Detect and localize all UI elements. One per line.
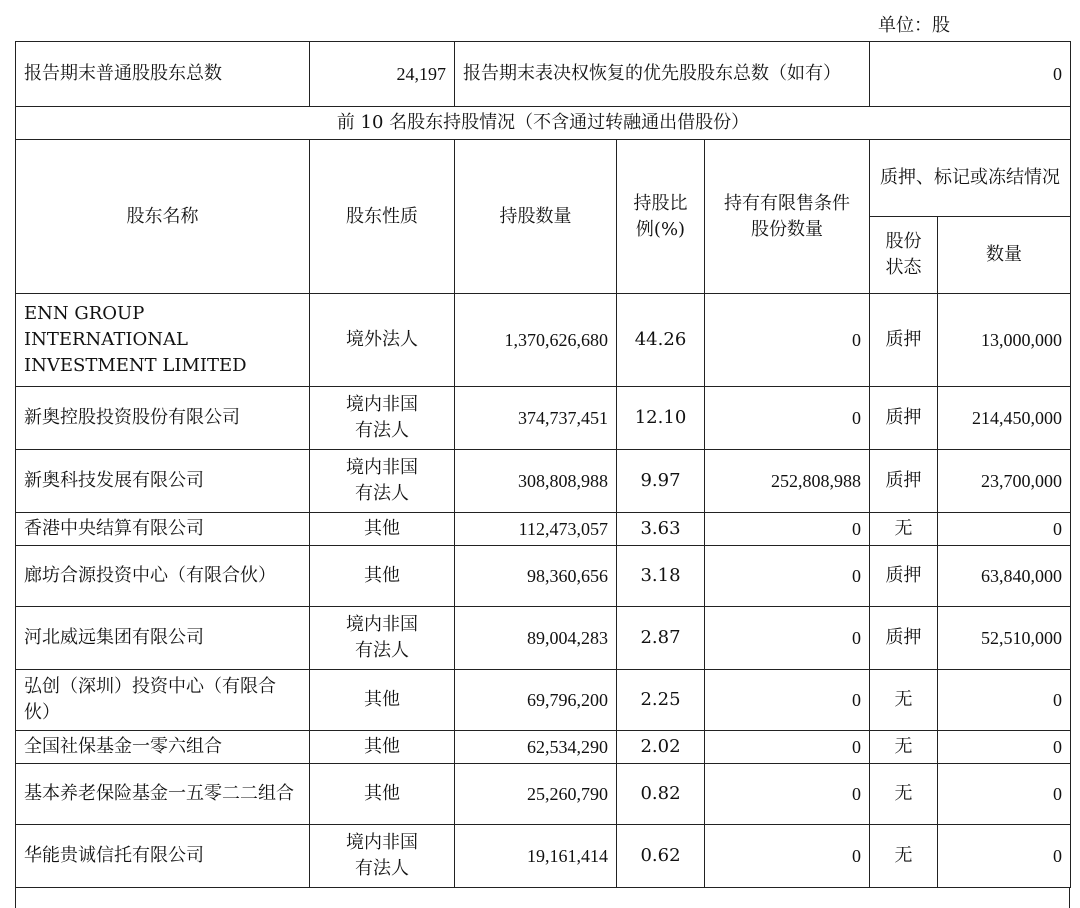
header-status: 股份状态 (870, 217, 938, 294)
table-row (16, 387, 1071, 450)
pledge-status: 质押 (870, 294, 938, 387)
common-holders-value: 24,197 (310, 42, 455, 107)
pledge-status: 质押 (870, 546, 938, 607)
pledge-status: 无 (870, 825, 938, 888)
header-qty: 数量 (938, 217, 1071, 294)
header-nature: 股东性质 (310, 140, 455, 294)
shares-held: 374,737,451 (455, 387, 617, 450)
header-pledge-group: 质押、标记或冻结情况 (870, 140, 1071, 217)
restricted-shares: 0 (705, 513, 870, 546)
shareholder-name: ENN GROUP INTERNATIONAL INVESTMENT LIMITED (16, 294, 310, 387)
pledge-status: 无 (870, 731, 938, 764)
table-row (16, 731, 1071, 764)
restricted-shares: 0 (705, 825, 870, 888)
table-row (16, 513, 1071, 546)
restricted-shares: 252,808,988 (705, 450, 870, 513)
table-row (16, 546, 1071, 607)
shareholder-name: 基本养老保险基金一五零二二组合 (16, 764, 310, 825)
table-row (16, 607, 1071, 670)
shareholder-name: 新奥控股投资股份有限公司 (16, 387, 310, 450)
pledge-quantity: 0 (938, 764, 1071, 825)
holding-ratio: 2.02 (617, 731, 705, 764)
holding-ratio: 0.62 (617, 825, 705, 888)
summary-row (16, 42, 1071, 107)
table-row (16, 670, 1071, 731)
pledge-quantity: 23,700,000 (938, 450, 1071, 513)
header-name: 股东名称 (16, 140, 310, 294)
pledge-quantity: 0 (938, 825, 1071, 888)
restricted-shares: 0 (705, 546, 870, 607)
common-holders-label: 报告期末普通股股东总数 (16, 42, 310, 107)
shareholder-nature: 境内非国有法人 (310, 825, 455, 888)
shares-held: 62,534,290 (455, 731, 617, 764)
restricted-shares: 0 (705, 731, 870, 764)
shares-held: 69,796,200 (455, 670, 617, 731)
holding-ratio: 3.63 (617, 513, 705, 546)
shareholder-table (15, 41, 1071, 888)
pledge-quantity: 0 (938, 731, 1071, 764)
shares-held: 1,370,626,680 (455, 294, 617, 387)
holding-ratio: 9.97 (617, 450, 705, 513)
pledge-quantity: 0 (938, 513, 1071, 546)
shareholder-name: 弘创（深圳）投资中心（有限合伙） (16, 670, 310, 731)
pledge-status: 无 (870, 764, 938, 825)
header-row-1 (16, 140, 1071, 217)
preferred-holders-value: 0 (870, 42, 1071, 107)
shareholder-nature: 其他 (310, 670, 455, 731)
preferred-holders-label: 报告期末表决权恢复的优先股股东总数（如有） (455, 42, 870, 107)
holding-ratio: 2.87 (617, 607, 705, 670)
shareholder-name: 河北威远集团有限公司 (16, 607, 310, 670)
table-row (16, 294, 1071, 387)
holding-ratio: 2.25 (617, 670, 705, 731)
header-shares: 持股数量 (455, 140, 617, 294)
shareholder-nature: 其他 (310, 764, 455, 825)
shareholder-name: 新奥科技发展有限公司 (16, 450, 310, 513)
unit-label: 单位：股 (878, 15, 950, 36)
header-ratio: 持股比例(%) (617, 140, 705, 294)
holding-ratio: 12.10 (617, 387, 705, 450)
restricted-shares: 0 (705, 670, 870, 731)
pledge-quantity: 13,000,000 (938, 294, 1071, 387)
shareholder-nature: 其他 (310, 546, 455, 607)
pledge-quantity: 214,450,000 (938, 387, 1071, 450)
shares-held: 19,161,414 (455, 825, 617, 888)
shareholder-nature: 境外法人 (310, 294, 455, 387)
shares-held: 89,004,283 (455, 607, 617, 670)
shareholder-name: 全国社保基金一零六组合 (16, 731, 310, 764)
holding-ratio: 44.26 (617, 294, 705, 387)
shareholder-name: 廊坊合源投资中心（有限合伙） (16, 546, 310, 607)
restricted-shares: 0 (705, 607, 870, 670)
table-row (16, 764, 1071, 825)
pledge-status: 质押 (870, 450, 938, 513)
shareholder-nature: 境内非国有法人 (310, 450, 455, 513)
restricted-shares: 0 (705, 294, 870, 387)
pledge-status: 无 (870, 670, 938, 731)
pledge-status: 质押 (870, 387, 938, 450)
shareholder-nature: 其他 (310, 513, 455, 546)
shareholder-nature: 境内非国有法人 (310, 607, 455, 670)
restricted-shares: 0 (705, 764, 870, 825)
restricted-shares: 0 (705, 387, 870, 450)
shareholder-nature: 其他 (310, 731, 455, 764)
table-row (16, 450, 1071, 513)
shares-held: 112,473,057 (455, 513, 617, 546)
section-title-row (16, 107, 1071, 140)
holding-ratio: 0.82 (617, 764, 705, 825)
shareholder-name: 华能贵诚信托有限公司 (16, 825, 310, 888)
shares-held: 98,360,656 (455, 546, 617, 607)
section-title: 前 10 名股东持股情况（不含通过转融通出借股份） (16, 107, 1071, 140)
table-row (16, 825, 1071, 888)
holding-ratio: 3.18 (617, 546, 705, 607)
shareholder-name: 香港中央结算有限公司 (16, 513, 310, 546)
pledge-status: 质押 (870, 607, 938, 670)
pledge-quantity: 0 (938, 670, 1071, 731)
shares-held: 25,260,790 (455, 764, 617, 825)
shareholder-nature: 境内非国有法人 (310, 387, 455, 450)
pledge-quantity: 52,510,000 (938, 607, 1071, 670)
pledge-status: 无 (870, 513, 938, 546)
header-restricted: 持有有限售条件股份数量 (705, 140, 870, 294)
pledge-quantity: 63,840,000 (938, 546, 1071, 607)
shares-held: 308,808,988 (455, 450, 617, 513)
